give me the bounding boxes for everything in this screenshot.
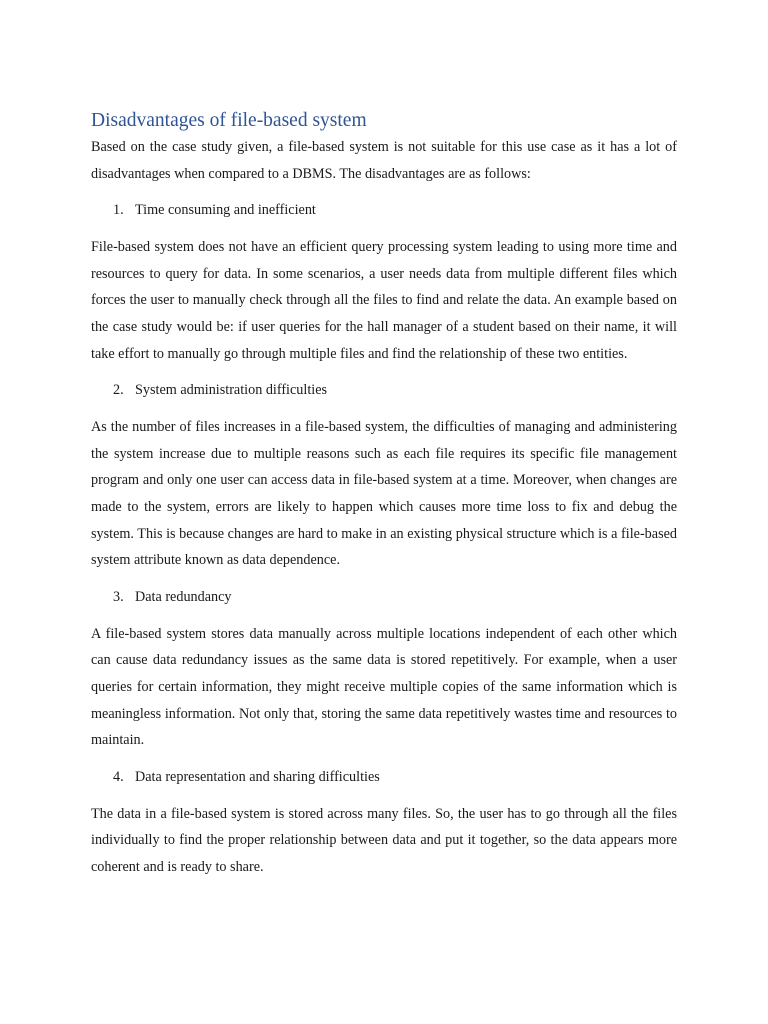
section-1-body: File-based system does not have an efficient query processing system leading to using more time and resources to query for data. In some scenarios, a user needs data from multiple different files which forces the user to manually check through all the files to find and relate the data. An example based on the case study would be: if user queries for the hall manager of a student based on their name, it will take effort to manually go through multiple files and find the relationship of these two entities. <box>91 239 677 362</box>
section-3-label: Data redundancy <box>135 588 232 605</box>
section-3-title <box>91 584 677 610</box>
section-2-number: 2. <box>113 382 124 399</box>
section-1-label: Time consuming and inefficient <box>135 202 316 219</box>
section-1-title <box>91 197 677 223</box>
section-4-label: Data representation and sharing difficulties <box>135 768 380 785</box>
document-content <box>91 108 677 880</box>
section-4-number: 4. <box>113 768 124 785</box>
section-4-title <box>91 764 677 790</box>
section-1-number: 1. <box>113 202 124 219</box>
section-3-body: A file-based system stores data manually across multiple locations independent of each other which can cause data redundancy issues as the same data is stored repetitively. For example, when a user queries for certain information, they might receive multiple copies of the same information which is meaningless information. Not only that, storing the same data repetitively wastes time and resources to maintain. <box>91 625 677 749</box>
section-4-body: The data in a file-based system is stored across many files. So, the user has to go through all the files individually to find the proper relationship between data and put it together, so the data appears more coherent and is ready to share. <box>91 805 677 875</box>
page-title: Disadvantages of file-based system <box>91 110 367 131</box>
section-3-number: 3. <box>113 588 124 605</box>
intro-paragraph: Based on the case study given, a file-based system is not suitable for this use case as it has a lot of disadvantages when compared to a DBMS. The disadvantages are as follows: <box>91 139 677 182</box>
section-2-title <box>91 377 677 403</box>
section-2-label: System administration difficulties <box>135 382 328 399</box>
section-2-body: As the number of files increases in a file-based system, the difficulties of managing and administering the system increase due to multiple reasons such as each file requires its specific file management program and only one user can access data in file-based system at a time. Moreover, when changes are made to the system, errors are likely to happen which causes more time loss to fix and debug the system. This is because changes are hard to make in an existing physical structure which is a file-based system attribute known as data dependence. <box>91 419 677 569</box>
